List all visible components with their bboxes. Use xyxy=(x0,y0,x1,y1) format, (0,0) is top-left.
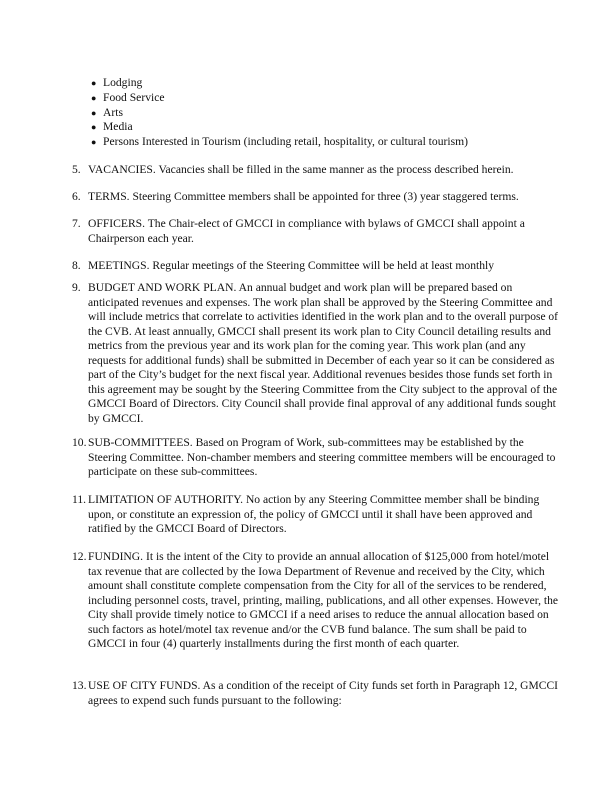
paragraph-line: GMCCI in four (4) quarterly installments during the first month of each quarter. xyxy=(88,637,460,651)
bullet-item: Media xyxy=(103,120,133,133)
paragraph-number: 10. xyxy=(72,436,87,449)
paragraph-line: requests for additional funds) shall be submitted in December of each year so it can be considered as xyxy=(88,353,555,367)
paragraph-number: 5. xyxy=(72,163,81,176)
paragraph-line: TERMS. Steering Committee members shall be appointed for three (3) year staggered terms. xyxy=(88,190,519,203)
bullet-item: Persons Interested in Tourism (including retail, hospitality, or cultural tourism) xyxy=(103,135,468,148)
paragraph-line: MEETINGS. Regular meetings of the Steering Committee will be held at least monthly xyxy=(88,259,495,272)
paragraph-line: Chairperson each year. xyxy=(88,231,194,245)
paragraph-line: part of the City’s budget for the next fiscal year. Additional revenues besides those funds set forth in xyxy=(88,368,553,382)
paragraph-number: 13. xyxy=(72,679,87,692)
paragraph-line: VACANCIES. Vacancies shall be filled in the same manner as the process described herein. xyxy=(88,163,514,176)
bullet-icon: ● xyxy=(91,137,97,147)
paragraph-line: LIMITATION OF AUTHORITY. No action by any Steering Committee member shall be binding xyxy=(88,493,540,506)
paragraph-line: OFFICERS. The Chair-elect of GMCCI in compliance with bylaws of GMCCI shall appoint a xyxy=(88,217,525,230)
paragraph-line: this agreement may be sought by the Steering Committee from the City subject to the approval of the xyxy=(88,382,558,396)
paragraph-line: anticipated revenues and expenses. The work plan shall be approved by the Steering Committee and xyxy=(88,295,553,309)
paragraph-line: BUDGET AND WORK PLAN. An annual budget and work plan will be prepared based on xyxy=(88,281,513,294)
paragraph-line: metrics from the previous year and its work plan for the coming year. This work plan (and any xyxy=(88,339,526,353)
paragraph-line: participate on these sub-committees. xyxy=(88,465,258,479)
bullet-icon: ● xyxy=(91,108,97,118)
bullet-icon: ● xyxy=(91,93,97,103)
bullet-item: Arts xyxy=(103,106,123,119)
paragraph-line: upon, or constitute an expression of, the policy of GMCCI until it shall have been approved and xyxy=(88,507,533,521)
paragraph-line: including personnel costs, travel, printing, mailing, publications, and all other expenses. However, the xyxy=(88,593,558,607)
bullet-item: Lodging xyxy=(103,76,143,89)
paragraph-line: will include metrics that correlate to activities identified in the work plan and to the overall purpose of xyxy=(88,310,558,324)
bullet-item: Food Service xyxy=(103,91,165,104)
paragraph-number: 7. xyxy=(72,217,81,230)
bullet-icon: ● xyxy=(91,78,97,88)
paragraph-line: City shall provide timely notice to GMCCI if a need arises to reduce the annual allocation based on xyxy=(88,608,549,622)
paragraph-line: ratified by the GMCCI Board of Directors. xyxy=(88,522,287,536)
paragraph-line: Steering Committee. Non-chamber members and steering committee members will be encouraged to xyxy=(88,450,556,464)
paragraph-line: USE OF CITY FUNDS. As a condition of the receipt of City funds set forth in Paragraph 12, GMCCI xyxy=(88,679,558,692)
paragraph-number: 11. xyxy=(72,493,87,506)
paragraph-number: 12. xyxy=(72,550,87,563)
paragraph-number: 9. xyxy=(72,281,81,294)
paragraph-number: 6. xyxy=(72,190,81,203)
paragraph-line: such factors as hotel/motel tax revenue and/or the CVB fund balance. The sum shall be paid to xyxy=(88,622,527,636)
paragraph-line: by GMCCI. xyxy=(88,411,144,425)
paragraph-number: 8. xyxy=(72,259,81,272)
bullet-icon: ● xyxy=(91,122,97,132)
paragraph-line: FUNDING. It is the intent of the City to provide an annual allocation of $125,000 from hotel/motel xyxy=(88,550,550,563)
paragraph-line: SUB-COMMITTEES. Based on Program of Work, sub-committees may be established by the xyxy=(88,436,524,449)
paragraph-line: amount shall constitute complete compensation from the City for all of the services to be rendered, xyxy=(88,579,547,593)
paragraph-line: agrees to expend such funds pursuant to the following: xyxy=(88,693,342,707)
paragraph-line: the CVB. At least annually, GMCCI shall present its work plan to City Council detailing results and xyxy=(88,324,551,338)
paragraph-line: GMCCI Board of Directors. City Council shall provide final approval of any additional funds sought xyxy=(88,397,556,411)
paragraph-line: tax revenue that are collected by the Iowa Department of Revenue and received by the City, which xyxy=(88,564,545,578)
